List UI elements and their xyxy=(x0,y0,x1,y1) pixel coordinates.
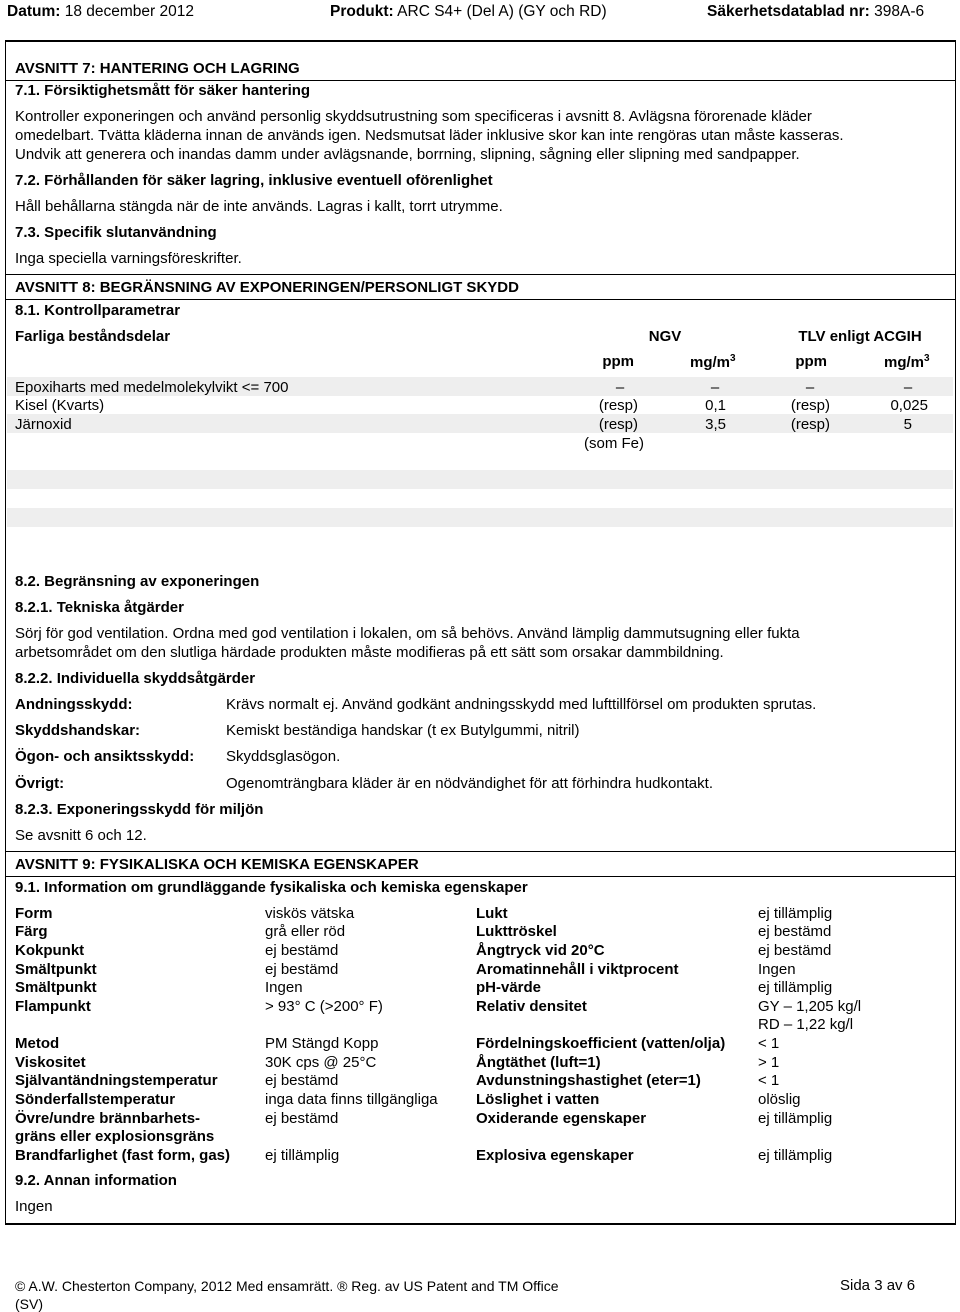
property-label: Ångtäthet (luft=1) xyxy=(476,1054,601,1071)
property-label-cont: gräns eller explosionsgräns xyxy=(15,1128,215,1145)
property-value: < 1 xyxy=(758,1072,780,1089)
property-label: Kokpunkt xyxy=(15,942,85,959)
ppe-value: Skyddsglasögon. xyxy=(226,748,341,765)
section-rule xyxy=(5,274,956,275)
property-value: > 1 xyxy=(758,1054,780,1071)
property-label: Lukttröskel xyxy=(476,923,557,940)
property-label: Explosiva egenskaper xyxy=(476,1147,634,1164)
ngv-mg: – xyxy=(710,379,720,396)
ppe-label: Ögon- och ansiktsskydd: xyxy=(15,748,195,765)
ppe-value: Krävs normalt ej. Använd godkänt andningsskydd med lufttillförsel om produkten sprutas. xyxy=(226,696,817,713)
frame-left xyxy=(5,42,6,1223)
property-value: ej bestämd xyxy=(265,1072,339,1089)
paragraph-8-2-1-line: arbetsområdet om den slutliga härdade produkten måste modifieras på ett sätt som orsakar dammbildning. xyxy=(15,644,724,661)
heading-7-1: 7.1. Försiktighetsmått för säker hantering xyxy=(15,82,311,99)
paragraph-7-2: Håll behållarna stängda när de inte används. Lagras i kallt, torrt utrymme. xyxy=(15,198,503,215)
header-rule xyxy=(5,40,956,42)
paragraph-8-2-3: Se avsnitt 6 och 12. xyxy=(15,827,147,844)
tlv-ppm: – xyxy=(805,379,815,396)
paragraph-7-1-line: Kontroller exponeringen och använd personlig skyddsutrustning som specificeras i avsnitt 8. Avlägsna förorenade kläder xyxy=(15,108,812,125)
ngv-mg: 3,5 xyxy=(705,416,726,433)
col-header-ingredient: Farliga beståndsdelar xyxy=(15,328,171,345)
property-value: ej tillämplig xyxy=(265,1147,340,1164)
section-rule xyxy=(5,80,956,81)
language-code: (SV) xyxy=(15,1296,43,1312)
property-label: Sönderfallstemperatur xyxy=(15,1091,176,1108)
property-label: Aromatinnehåll i viktprocent xyxy=(476,961,679,978)
property-value: ej bestämd xyxy=(758,942,832,959)
property-value: ej bestämd xyxy=(758,923,832,940)
heading-8-2-3: 8.2.3. Exponeringsskydd för miljön xyxy=(15,801,264,818)
property-value: inga data finns tillgängliga xyxy=(265,1091,438,1108)
sds-number-field: Säkerhetsdatablad nr: 398A-6 xyxy=(707,3,925,20)
property-label: Smältpunkt xyxy=(15,961,97,978)
property-value: viskös vätska xyxy=(265,905,355,922)
property-label: Viskositet xyxy=(15,1054,86,1071)
heading-7-3: 7.3. Specifik slutanvändning xyxy=(15,224,217,241)
paragraph-7-3: Inga speciella varningsföreskrifter. xyxy=(15,250,242,267)
section-rule xyxy=(5,876,956,877)
property-label: Relativ densitet xyxy=(476,998,587,1015)
property-value-cont: RD – 1,22 kg/l xyxy=(758,1016,854,1033)
paragraph-8-2-1-line: Sörj för god ventilation. Ordna med god ventilation i lokalen, om så behövs. Använd lämplig dammutsugning eller fukta xyxy=(15,625,800,642)
frame-right xyxy=(955,42,956,1223)
table-row-name: Epoxiharts med medelmolekylvikt <= 700 xyxy=(15,379,289,396)
property-value: Ingen xyxy=(758,961,796,978)
property-value: ej bestämd xyxy=(265,942,339,959)
section-rule xyxy=(5,851,956,852)
property-label: Färg xyxy=(15,923,48,940)
paragraph-9-2: Ingen xyxy=(15,1198,53,1215)
ngv-ppm: (resp) xyxy=(598,416,638,433)
heading-8-2-2: 8.2.2. Individuella skyddsåtgärder xyxy=(15,670,256,687)
unit-mg: $mg/m^3$ xyxy=(884,353,930,371)
page-header xyxy=(0,0,960,40)
property-value: PM Stängd Kopp xyxy=(265,1035,379,1052)
property-value: ej tillämplig xyxy=(758,979,833,996)
tlv-mg: 5 xyxy=(903,416,912,433)
copyright-notice: © A.W. Chesterton Company, 2012 Med ensamrätt. ® Reg. av US Patent and TM Office xyxy=(15,1278,559,1294)
ngv-mg: 0,1 xyxy=(705,397,726,414)
ppe-label: Andningsskydd: xyxy=(15,696,133,713)
date-field: Datum: 18 december 2012 xyxy=(7,3,194,20)
tlv-ppm: (resp) xyxy=(790,397,830,414)
ngv-ppm-note: (som Fe) xyxy=(584,435,644,452)
ppe-value: Kemiskt beständiga handskar (t ex Butylgummi, nitril) xyxy=(226,722,580,739)
heading-7-2: 7.2. Förhållanden för säker lagring, inklusive eventuell oförenlighet xyxy=(15,172,493,189)
property-label: Övre/undre brännbarhets- xyxy=(15,1110,201,1127)
property-value: GY – 1,205 kg/l xyxy=(758,998,862,1015)
section-9-title: AVSNITT 9: FYSIKALISKA OCH KEMISKA EGENSKAPER xyxy=(15,856,419,873)
ngv-ppm: (resp) xyxy=(598,397,638,414)
property-value: ej tillämplig xyxy=(758,905,833,922)
section-7-title: AVSNITT 7: HANTERING OCH LAGRING xyxy=(15,60,300,77)
table-row-name: Kisel (Kvarts) xyxy=(15,397,105,414)
tlv-mg: – xyxy=(903,379,913,396)
heading-9-2: 9.2. Annan information xyxy=(15,1172,177,1189)
property-value: ej bestämd xyxy=(265,1110,339,1127)
property-value: ej tillämplig xyxy=(758,1110,833,1127)
ppe-label: Övrigt: xyxy=(15,775,65,792)
property-label: Form xyxy=(15,905,53,922)
heading-8-2-1: 8.2.1. Tekniska åtgärder xyxy=(15,599,184,616)
unit-mg: $mg/m^3$ xyxy=(690,353,736,371)
section-8-title: AVSNITT 8: BEGRÄNSNING AV EXPONERINGEN/PERSONLIGT SKYDD xyxy=(15,279,519,296)
property-label: Löslighet i vatten xyxy=(476,1091,600,1108)
heading-9-1: 9.1. Information om grundläggande fysikaliska och kemiska egenskaper xyxy=(15,879,528,896)
col-header-ngv: NGV xyxy=(648,328,682,345)
table-row-band xyxy=(7,470,953,489)
property-value: grå eller röd xyxy=(265,923,346,940)
property-value: Ingen xyxy=(265,979,303,996)
property-label: Ångtryck vid 20°C xyxy=(476,942,605,959)
tlv-mg: 0,025 xyxy=(890,397,928,414)
property-value: ej bestämd xyxy=(265,961,339,978)
property-value: > 93° C (>200° F) xyxy=(265,998,383,1015)
ppe-value: Ogenomträngbara kläder är en nödvändighet för att förhindra hudkontakt. xyxy=(226,775,713,792)
property-value: 30K cps @ 25°C xyxy=(265,1054,377,1071)
property-value: olöslig xyxy=(758,1091,801,1108)
unit-ppm: ppm xyxy=(602,353,634,370)
table-row-band xyxy=(7,508,953,527)
footer-rule xyxy=(5,1223,956,1225)
heading-8-2: 8.2. Begränsning av exponeringen xyxy=(15,573,260,590)
property-value: < 1 xyxy=(758,1035,780,1052)
property-label: Lukt xyxy=(476,905,508,922)
property-label: Smältpunkt xyxy=(15,979,97,996)
property-label: Självantändningstemperatur xyxy=(15,1072,218,1089)
heading-8-1: 8.1. Kontrollparametrar xyxy=(15,302,181,319)
property-label: Metod xyxy=(15,1035,60,1052)
ppe-label: Skyddshandskar: xyxy=(15,722,141,739)
ngv-ppm: – xyxy=(615,379,625,396)
paragraph-7-1-line: omedelbart. Tvätta kläderna innan de används igen. Nedsmutsat läder inklusive skor kan inte rengöras utan måste kasseras. xyxy=(15,127,844,144)
property-label: Avdunstningshastighet (eter=1) xyxy=(476,1072,701,1089)
product-field: Produkt: ARC S4+ (Del A) (GY och RD) xyxy=(330,3,607,20)
property-label: Flampunkt xyxy=(15,998,91,1015)
property-value: ej tillämplig xyxy=(758,1147,833,1164)
tlv-ppm: (resp) xyxy=(790,416,830,433)
property-label: Brandfarlighet (fast form, gas) xyxy=(15,1147,231,1164)
col-header-tlv: TLV enligt ACGIH xyxy=(798,328,922,345)
property-label: Fördelningskoefficient (vatten/olja) xyxy=(476,1035,726,1052)
unit-ppm: ppm xyxy=(795,353,827,370)
property-label: pH-värde xyxy=(476,979,542,996)
table-row-name: Järnoxid xyxy=(15,416,72,433)
page-number: Sida 3 av 6 xyxy=(840,1277,916,1294)
paragraph-7-1-line: Undvik att generera och inandas damm under avlägsnande, borrning, slipning, sågning eller slipning med sandpapper. xyxy=(15,146,800,163)
section-rule xyxy=(5,299,956,300)
property-label: Oxiderande egenskaper xyxy=(476,1110,647,1127)
